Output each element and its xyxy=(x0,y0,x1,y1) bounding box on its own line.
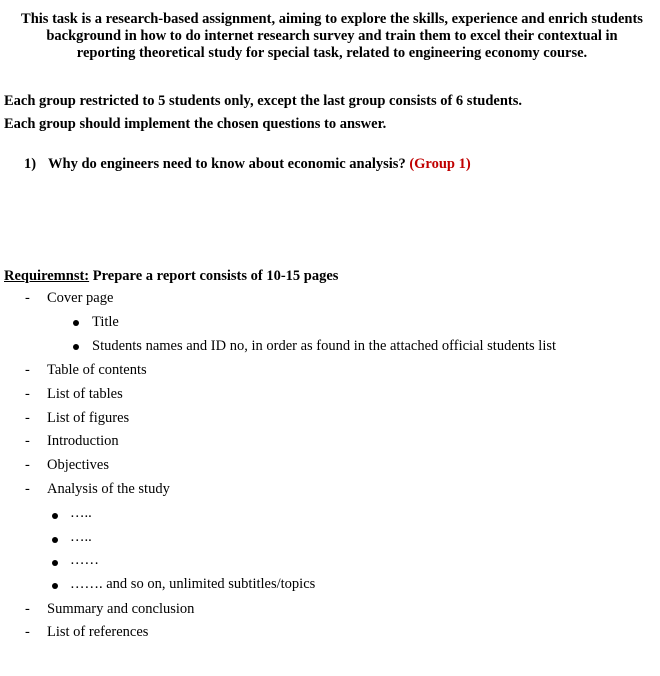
list-item-introduction: Introduction xyxy=(47,433,119,449)
dash-marker: - xyxy=(25,481,30,497)
bullet-dot xyxy=(52,537,58,543)
list-item-summary: Summary and conclusion xyxy=(47,601,195,617)
list-item-figures: List of figures xyxy=(47,410,130,426)
intro-line-1: This task is a research-based assignment, aiming to explore the skills, experience and enrich students xyxy=(21,11,643,27)
cover-sub-title: Title xyxy=(92,314,119,330)
analysis-sub-4: ……. and so on, unlimited subtitles/topics xyxy=(70,576,316,592)
bullet-dot xyxy=(52,583,58,589)
list-item-objectives: Objectives xyxy=(47,457,110,473)
dash-marker: - xyxy=(25,624,30,640)
question-body: Why do engineers need to know about economic analysis? xyxy=(48,156,406,172)
list-item-references: List of references xyxy=(47,624,149,640)
question-group: (Group 1) xyxy=(409,156,471,172)
rule-line-1: Each group restricted to 5 students only, except the last group consists of 6 students. xyxy=(4,93,522,109)
intro-paragraph xyxy=(8,11,656,62)
analysis-sub-2: ….. xyxy=(70,529,92,545)
question-number: 1) xyxy=(24,156,37,172)
requirement-label: Requiremnst: xyxy=(4,268,90,284)
dash-marker: - xyxy=(25,362,30,378)
requirement-text: Prepare a report consists of 10-15 pages xyxy=(89,268,339,284)
question-text xyxy=(48,156,471,173)
rule-line-2: Each group should implement the chosen questions to answer. xyxy=(4,116,387,132)
intro-line-2: background in how to do internet research survey and train them to excel their contextual in xyxy=(46,28,618,44)
intro-line-3: reporting theoretical study for special task, related to engineering economy course. xyxy=(76,45,588,61)
dash-marker: - xyxy=(25,410,30,426)
list-item-toc: Table of contents xyxy=(47,362,147,378)
dash-marker: - xyxy=(25,290,30,306)
list-item-tables: List of tables xyxy=(47,386,123,402)
dash-marker: - xyxy=(25,386,30,402)
bullet-dot xyxy=(52,560,58,566)
cover-sub-students: Students names and ID no, in order as found in the attached official students list xyxy=(92,338,557,354)
dash-marker: - xyxy=(25,457,30,473)
bullet-dot xyxy=(73,344,79,350)
dash-marker: - xyxy=(25,601,30,617)
requirement-heading xyxy=(4,268,338,285)
bullet-dot xyxy=(52,513,58,519)
list-item-analysis: Analysis of the study xyxy=(47,481,170,497)
analysis-sub-3: …… xyxy=(70,552,99,568)
bullet-dot xyxy=(73,320,79,326)
analysis-sub-1: ….. xyxy=(70,505,92,521)
list-item-cover-page: Cover page xyxy=(47,290,114,306)
dash-marker: - xyxy=(25,433,30,449)
